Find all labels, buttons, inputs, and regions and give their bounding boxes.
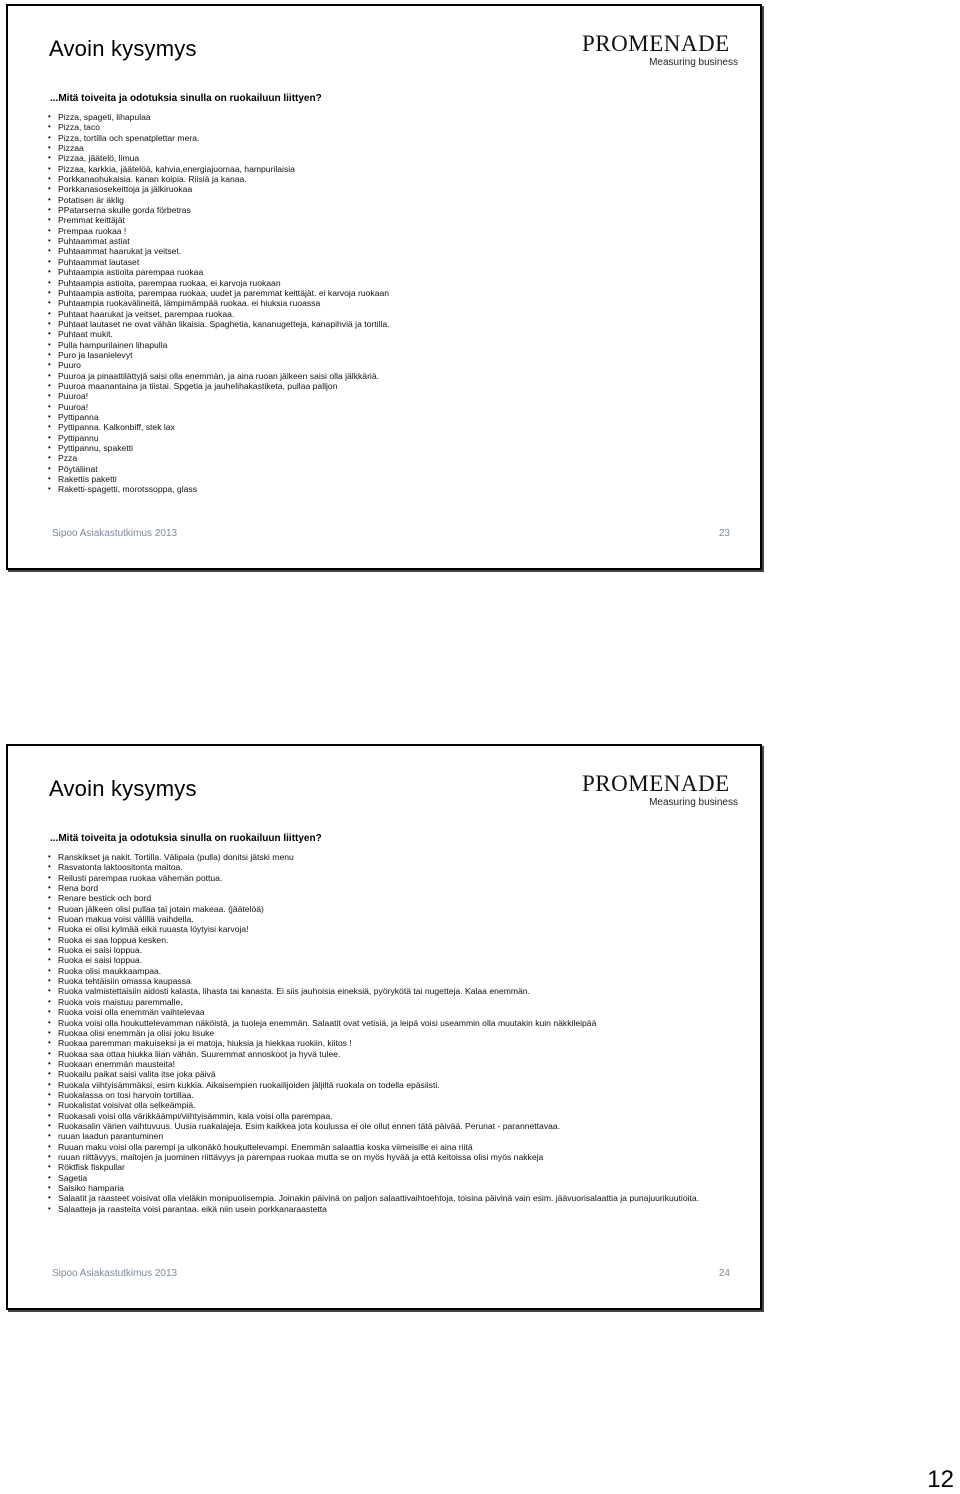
list-item: • Ruoka voisi olla enemmän vaihtelevaa xyxy=(46,1007,706,1017)
document-page-number: 12 xyxy=(927,1466,954,1493)
slide-title: Avoin kysymys xyxy=(49,36,197,61)
promenade-logo xyxy=(582,32,742,76)
list-item: • Rena bord xyxy=(46,883,706,893)
list-item: • Pyttipannu, spaketti xyxy=(46,443,706,453)
list-item: • Pöytäliinat xyxy=(46,464,706,474)
list-item: • Pizzaa, jäätelö, limua xyxy=(46,153,706,163)
list-item: • Ruokalassa on tosi harvoin tortillaa. xyxy=(46,1090,706,1100)
list-item: • Puhtaat mukit. xyxy=(46,329,706,339)
list-item: • Ranskikset ja nakit. Tortilla. Välipala (pulla) donitsi jätski menu xyxy=(46,852,706,862)
list-item: • Puhtaammat astiat xyxy=(46,236,706,246)
list-item: • Ruoka ei saisi loppua. xyxy=(46,955,706,965)
list-item: • ruuan riittävyys, maitojen ja juominen riittävyys ja parempaa ruokaa mutta se on myös hyvää ja että keitoissa olisi myös nakkeja xyxy=(46,1152,706,1162)
list-item: • Puhtaammat lautaset xyxy=(46,257,706,267)
list-item: • Pzza xyxy=(46,453,706,463)
list-item: • Ruoan jälkeen olisi pullaa taï jotain makeaa. (jäätelöä) xyxy=(46,904,706,914)
list-item: • Pulla hampurilainen lihapulla xyxy=(46,340,706,350)
answer-list xyxy=(46,112,706,495)
list-item: • Porkkanaohukaisia. kanan koipia. Riisiä ja kanaa. xyxy=(46,174,706,184)
list-item: • Ruuan maku voisi olla parempi ja ulkonäkö houkuttelevampi. Enemmän salaattia koska viimeisille ei aina riitä xyxy=(46,1142,706,1152)
question-heading: ...Mitä toiveita ja odotuksia sinulla on ruokailuun liittyen? xyxy=(50,93,322,104)
list-item: • Pizzaa, karkkia, jäätelöä, kahvia,energiajuomaa, hampurilaisia xyxy=(46,164,706,174)
list-item: • Raketti-spagetti, morotssoppa, glass xyxy=(46,484,706,494)
list-item: • Puuro xyxy=(46,360,706,370)
question-heading: ...Mitä toiveita ja odotuksia sinulla on ruokailuun liittyen? xyxy=(50,833,322,844)
list-item: • Ruoan makua voisi välillä vaihdella. xyxy=(46,914,706,924)
list-item: • Pyttipannu xyxy=(46,433,706,443)
list-item: • Pyttipanna. Kalkonbiff, stek lax xyxy=(46,422,706,432)
list-item: • Salaatit ja raasteet voisivat olla vieläkin monipuolisempia. Joinakin päivinä on paljon salaattivaihtoehtoja, toisina päivinä vain esim. jäävuorisalaattia ja punajuurikuutioita. xyxy=(46,1193,706,1203)
list-item: • Ruoka ei saa loppua kesken. xyxy=(46,935,706,945)
list-item: • Renare bestick och bord xyxy=(46,893,706,903)
list-item: • Prempaa ruokaa ! xyxy=(46,226,706,236)
list-item: • Ruoka ei saisi loppua. xyxy=(46,945,706,955)
list-item: • PPatarserna skulle gorda förbetras xyxy=(46,205,706,215)
list-item: • Ruokailu paikat saisi valita itse joka päivä xyxy=(46,1069,706,1079)
list-item: • Puhtaat lautaset ne ovat vähän likaisia. Spaghetia, kananugetteja, kanapihviä ja tortilla. xyxy=(46,319,706,329)
list-item: • Salaatteja ja raasteita voisi parantaa. eikä niin usein porkkanaraastetta xyxy=(46,1204,706,1214)
list-item: • Puuroa! xyxy=(46,391,706,401)
list-item: • Puhtaampia astioita parempaa ruokaa xyxy=(46,267,706,277)
list-item: • Rakettis paketti xyxy=(46,474,706,484)
list-item: • Ruokala viihtyisämmäksi, esim kukkia. Aikaisempien ruokailijoiden jäljiltä ruokala on todella epäsiisti. xyxy=(46,1080,706,1090)
list-item: • Porkkanasosekeittoja ja jälkiruokaa xyxy=(46,184,706,194)
list-item: • Puhtaampia ruokavälineitä, lämpimämpää ruokaa. ei hiuksia ruoassa xyxy=(46,298,706,308)
list-item: • Ruokaan enemmän mausteita! xyxy=(46,1059,706,1069)
logo-tagline: Measuring business xyxy=(649,57,738,68)
list-item: • Puhtaat haarukat ja veitset, parempaa ruokaa. xyxy=(46,309,706,319)
slide-footer: Sipoo Asiakastutkimus 2013 xyxy=(52,528,178,539)
slide-title: Avoin kysymys xyxy=(49,776,197,801)
logo-wordmark: PROMENADE xyxy=(582,31,730,56)
list-item: • Ruoka ei olisi kylmää eikä ruuasta löytyisi karvoja! xyxy=(46,924,706,934)
list-item: • Puro ja lasanielevyt xyxy=(46,350,706,360)
list-item: • Puhtaammat haarukat ja veitset. xyxy=(46,246,706,256)
list-item: • Ruoka vois maistuu paremmalle. xyxy=(46,997,706,1007)
list-item: • Pizza, taco xyxy=(46,122,706,132)
list-item: • Röktfisk fiskpullar xyxy=(46,1162,706,1172)
list-item: • Pizza, spageti, lihapulaa xyxy=(46,112,706,122)
slide-footer: Sipoo Asiakastutkimus 2013 xyxy=(52,1268,178,1279)
slide-page-number: 24 xyxy=(718,1268,730,1279)
list-item: • Potatisen är äklig xyxy=(46,195,706,205)
list-item: • Premmat keittäjät xyxy=(46,215,706,225)
list-item: • Pizza, tortilla och spenatplettar mera. xyxy=(46,133,706,143)
list-item: • Ruokasalin värien vaihtuvuus. Uusia ruakalajeja. Esim kaikkea jota koulussa ei ole ollut ennen tätä päivää. Perunat - parannettavaa. xyxy=(46,1121,706,1131)
list-item: • Sagetia xyxy=(46,1173,706,1183)
list-item: • Rasvatonta laktoositonta maitoa. xyxy=(46,862,706,872)
list-item: • Saisiko hamparia xyxy=(46,1183,706,1193)
slide-23 xyxy=(6,4,762,570)
list-item: • Reilusti parempaa ruokaa vähemän pottua. xyxy=(46,873,706,883)
logo-tagline: Measuring business xyxy=(649,797,738,808)
answer-list xyxy=(46,852,706,1214)
list-item: • Ruokaa olisi enemmän ja olisi joku lisuke xyxy=(46,1028,706,1038)
list-item: • Puhtaampia astioita, parempaa ruokaa, uudet ja paremmat keittäjät. ei karvoja ruokaan xyxy=(46,288,706,298)
list-item: • ruuan laadun parantuminen xyxy=(46,1131,706,1141)
list-item: • Ruoka valmistettaisiin aidosti kalasta, lihasta tai kanasta. Ei siis jauhoisia eineksiä, pyörykötä tai nugetteja. Kalaa enemmän. xyxy=(46,986,706,996)
list-item: • Pizzaa xyxy=(46,143,706,153)
list-item: • Puuroa! xyxy=(46,402,706,412)
slide-page-number: 23 xyxy=(718,528,730,539)
list-item: • Puuroa maanantaina ja tiistai. Spgetia ja jauhelihakastiketa, pullaa palljon xyxy=(46,381,706,391)
list-item: • Ruokalistat voisivat olla selkeämpiä. xyxy=(46,1100,706,1110)
slide-24 xyxy=(6,744,762,1310)
list-item: • Pyttipanna xyxy=(46,412,706,422)
logo-wordmark: PROMENADE xyxy=(582,771,730,796)
promenade-logo xyxy=(582,772,742,816)
list-item: • Ruokasali voisi olla värikkäämpi/viihtyisämmin, kala voisi olla parempaa. xyxy=(46,1111,706,1121)
list-item: • Ruoka voisi olla houkuttelevamman näköistä, ja tuoleja enemmän. Salaatit ovat vetisiä, ja leipä voisi useammin olla muutakin kuin näkkileipää xyxy=(46,1018,706,1028)
list-item: • Puhtaampia astioita, parempaa ruokaa, ei karvoja ruokaan xyxy=(46,278,706,288)
list-item: • Ruokaa paremman makuiseksi ja ei matoja, hiuksia ja hiekkaa ruokiin, kiitos ! xyxy=(46,1038,706,1048)
list-item: • Puuroa ja pinaattilättyjä saisi olla enemmän, ja aina ruoan jälkeen saisi olla jälkkäriä. xyxy=(46,371,706,381)
list-item: • Ruoka tehtäisiin omassa kaupassa xyxy=(46,976,706,986)
list-item: • Ruokaa saa ottaa hiukka liian vähän. Suuremmat annoskoot ja hyvä tulee. xyxy=(46,1049,706,1059)
list-item: • Ruoka olisi maukkaampaa. xyxy=(46,966,706,976)
